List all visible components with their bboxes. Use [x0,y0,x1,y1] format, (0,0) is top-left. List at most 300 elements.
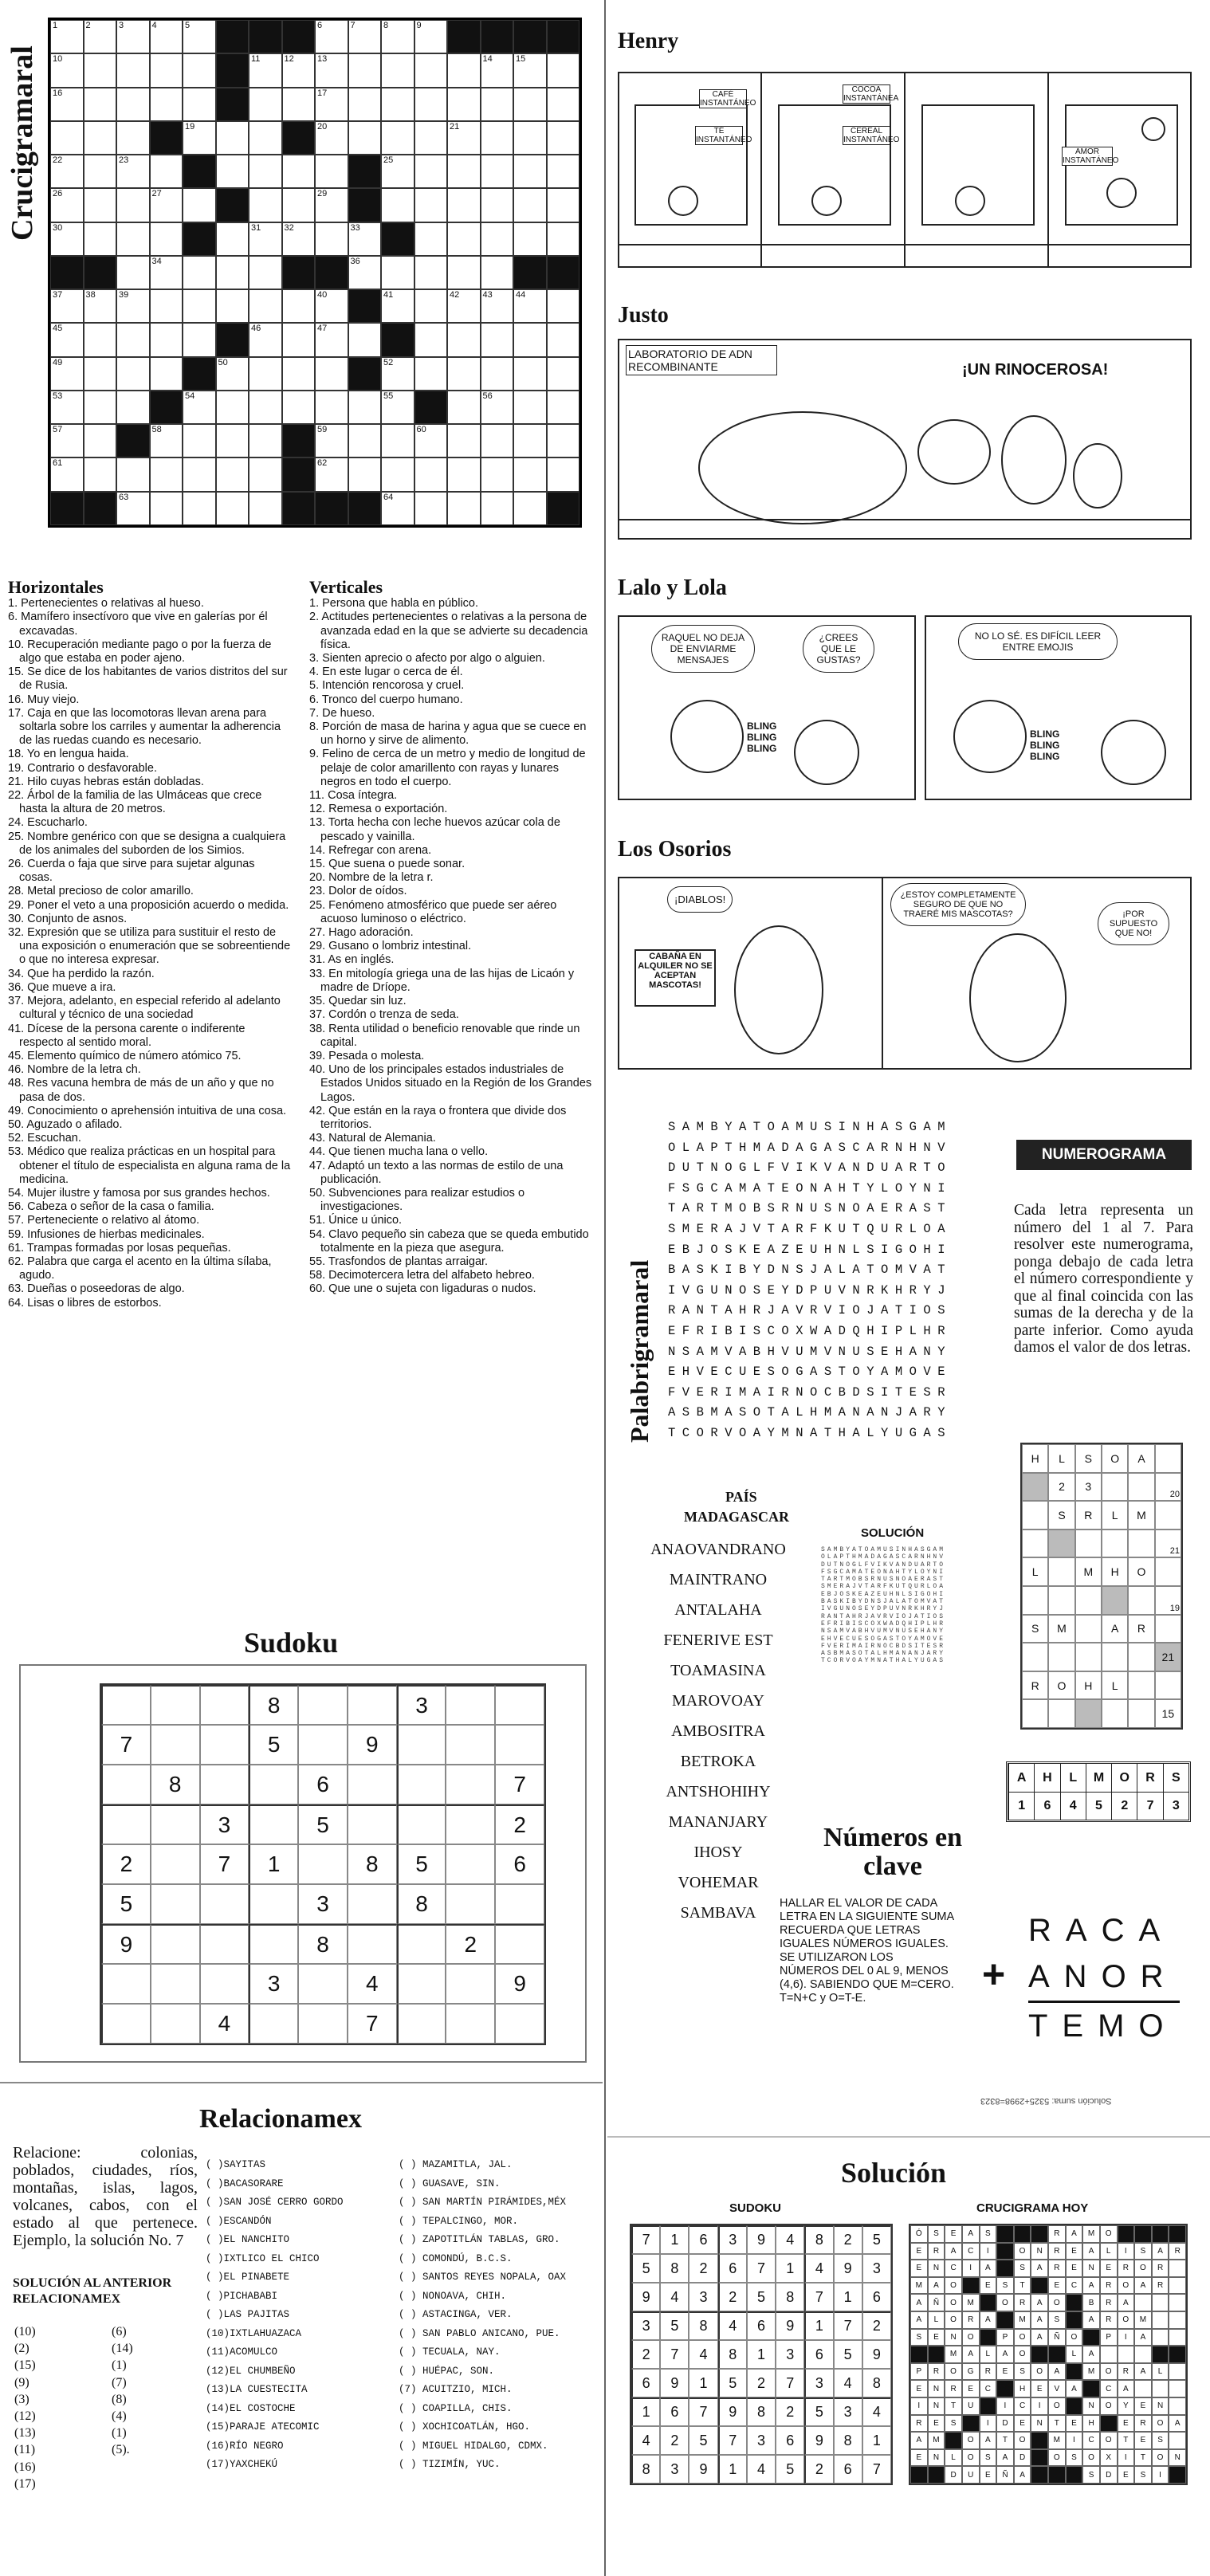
numerograma-cell[interactable]: H [1102,1557,1128,1586]
sudoku-cell[interactable] [151,1964,200,2004]
crossword-cell[interactable] [447,121,481,155]
numerograma-cell[interactable] [1048,1530,1074,1558]
crossword-cell[interactable] [348,256,382,289]
crossword-cell[interactable] [50,20,84,53]
crossword-cell[interactable] [513,457,547,491]
numerograma-cell[interactable] [1075,1615,1102,1643]
crossword-cell[interactable] [315,424,348,457]
crossword-cell[interactable] [348,323,382,356]
numerograma-cell[interactable]: M [1048,1615,1074,1643]
numerograma-cell[interactable] [1155,1501,1181,1530]
crossword-cell[interactable] [381,457,414,491]
crossword-cell[interactable] [481,188,514,222]
crossword-cell[interactable] [348,88,382,121]
sudoku-cell[interactable]: 9 [495,1964,544,2004]
crossword-cell[interactable] [50,391,84,424]
crossword-cell[interactable] [183,188,216,222]
numerograma-cell[interactable] [1048,1643,1074,1671]
numerograma-cell[interactable]: 20 [1155,1473,1181,1502]
numerograma-cell[interactable]: O [1048,1671,1074,1700]
crossword-cell[interactable] [315,53,348,87]
crossword-cell[interactable] [249,53,282,87]
crossword-cell[interactable] [315,323,348,356]
sudoku-cell[interactable] [200,1964,249,2004]
crossword-cell[interactable] [513,88,547,121]
key-number[interactable]: 2 [1111,1793,1137,1820]
numerograma-cell[interactable] [1022,1643,1048,1671]
crossword-cell[interactable] [183,323,216,356]
crossword-cell[interactable] [315,289,348,323]
key-number[interactable]: 7 [1137,1793,1162,1820]
sudoku-cell[interactable] [495,1725,544,1765]
crossword-cell[interactable] [447,424,481,457]
crossword-cell[interactable] [116,357,150,391]
sudoku-cell[interactable]: 6 [495,1844,544,1884]
crossword-cell[interactable] [216,256,249,289]
sudoku-cell[interactable]: 7 [200,1844,249,1884]
crossword-cell[interactable] [216,222,249,256]
crossword-cell[interactable] [513,121,547,155]
key-number[interactable]: 1 [1008,1793,1034,1820]
crossword-cell[interactable] [381,492,414,525]
crossword-cell[interactable] [50,424,84,457]
crossword-cell[interactable] [381,53,414,87]
crossword-cell[interactable] [282,357,316,391]
sudoku-cell[interactable] [397,1804,446,1844]
sudoku-cell[interactable]: 7 [348,2004,397,2044]
numerograma-cell[interactable] [1022,1586,1048,1615]
sudoku-cell[interactable] [446,1804,495,1844]
sudoku-cell[interactable] [397,1725,446,1765]
sudoku-cell[interactable] [200,1924,249,1964]
numerograma-cell[interactable] [1102,1473,1128,1502]
sudoku-cell[interactable] [101,1765,151,1804]
crossword-cell[interactable] [481,222,514,256]
crossword-cell[interactable] [150,256,183,289]
crossword-cell[interactable] [50,121,84,155]
crossword-cell[interactable] [414,88,448,121]
numerograma-cell[interactable]: 3 [1075,1473,1102,1502]
crossword-cell[interactable] [447,391,481,424]
crossword-cell[interactable] [315,188,348,222]
crossword-cell[interactable] [414,457,448,491]
crossword-cell[interactable] [84,457,117,491]
numerograma-cell[interactable]: M [1128,1501,1154,1530]
crossword-cell[interactable] [282,188,316,222]
crossword-cell[interactable] [414,121,448,155]
sudoku-cell[interactable]: 9 [101,1924,151,1964]
crossword-cell[interactable] [447,53,481,87]
crossword-cell[interactable] [216,121,249,155]
crossword-cell[interactable] [447,188,481,222]
crossword-cell[interactable] [315,121,348,155]
sudoku-cell[interactable] [200,1685,249,1725]
sudoku-cell[interactable]: 8 [249,1685,298,1725]
crossword-cell[interactable] [447,357,481,391]
crossword-cell[interactable] [249,457,282,491]
crossword-cell[interactable] [183,53,216,87]
crossword-cell[interactable] [50,357,84,391]
crossword-cell[interactable] [513,155,547,188]
sudoku-cell[interactable] [249,1924,298,1964]
sudoku-cell[interactable] [446,1964,495,2004]
crossword-cell[interactable] [547,457,580,491]
crossword-cell[interactable] [150,289,183,323]
crossword-cell[interactable] [381,424,414,457]
sudoku-cell[interactable] [101,2004,151,2044]
sudoku-cell[interactable] [348,1804,397,1844]
crossword-cell[interactable] [315,88,348,121]
crossword-cell[interactable] [50,155,84,188]
numerograma-cell[interactable] [1075,1586,1102,1615]
numerograma-cell[interactable]: 15 [1155,1699,1181,1728]
sudoku-cell[interactable] [446,1844,495,1884]
crossword-cell[interactable] [315,222,348,256]
sudoku-cell[interactable]: 2 [101,1844,151,1884]
numerograma-cell[interactable]: H [1022,1444,1048,1473]
numerograma-cell[interactable]: 19 [1155,1586,1181,1615]
crossword-cell[interactable] [183,121,216,155]
sudoku-cell[interactable] [151,1884,200,1924]
numerograma-cell[interactable] [1155,1615,1181,1643]
crossword-cell[interactable] [183,256,216,289]
crossword-cell[interactable] [249,88,282,121]
crossword-cell[interactable] [249,155,282,188]
numerograma-cell[interactable] [1128,1586,1154,1615]
crossword-cell[interactable] [481,121,514,155]
crossword-cell[interactable] [513,53,547,87]
crossword-cell[interactable] [84,222,117,256]
numerograma-cell[interactable]: 2 [1048,1473,1074,1502]
sudoku-cell[interactable] [495,2004,544,2044]
key-number[interactable]: 5 [1086,1793,1111,1820]
sudoku-cell[interactable] [101,1685,151,1725]
crossword-cell[interactable] [547,391,580,424]
sudoku-cell[interactable] [298,1844,348,1884]
sudoku-cell[interactable]: 4 [200,2004,249,2044]
crossword-cell[interactable] [183,492,216,525]
crossword-cell[interactable] [249,289,282,323]
crossword-cell[interactable] [381,391,414,424]
sudoku-cell[interactable] [446,1685,495,1725]
sudoku-cell[interactable]: 8 [298,1924,348,1964]
sudoku-cell[interactable]: 5 [298,1804,348,1844]
crossword-cell[interactable] [513,222,547,256]
crossword-cell[interactable] [249,222,282,256]
sudoku-cell[interactable]: 8 [348,1844,397,1884]
sudoku-cell[interactable]: 8 [151,1765,200,1804]
sudoku-cell[interactable] [151,1725,200,1765]
numerograma-cell[interactable]: L [1102,1501,1128,1530]
sudoku-cell[interactable]: 3 [249,1964,298,2004]
crossword-cell[interactable] [513,357,547,391]
crossword-cell[interactable] [50,53,84,87]
crossword-cell[interactable] [150,20,183,53]
numerograma-cell[interactable] [1048,1699,1074,1728]
crossword-cell[interactable] [414,323,448,356]
sudoku-cell[interactable] [249,1884,298,1924]
sudoku-cell[interactable]: 1 [249,1844,298,1884]
crossword-cell[interactable] [447,222,481,256]
crossword-cell[interactable] [381,155,414,188]
sudoku-cell[interactable] [446,1765,495,1804]
numerograma-cell[interactable]: S [1075,1444,1102,1473]
crossword-cell[interactable] [513,391,547,424]
crossword-cell[interactable] [481,391,514,424]
crossword-cell[interactable] [216,155,249,188]
sudoku-cell[interactable] [249,1804,298,1844]
sudoku-cell[interactable] [101,1964,151,2004]
crossword-cell[interactable] [447,88,481,121]
crossword-cell[interactable] [381,256,414,289]
sudoku-cell[interactable]: 8 [397,1884,446,1924]
crossword-cell[interactable] [513,323,547,356]
crossword-cell[interactable] [481,53,514,87]
numerograma-cell[interactable]: S [1022,1615,1048,1643]
crossword-cell[interactable] [150,492,183,525]
crossword-cell[interactable] [381,188,414,222]
crossword-cell[interactable] [547,424,580,457]
key-number[interactable]: 4 [1060,1793,1086,1820]
crossword-cell[interactable] [414,53,448,87]
crossword-cell[interactable] [183,391,216,424]
wordsearch-grid[interactable] [668,1117,952,1444]
crossword-cell[interactable] [116,391,150,424]
crossword-cell[interactable] [216,289,249,323]
sudoku-cell[interactable] [249,1765,298,1804]
crossword-cell[interactable] [414,357,448,391]
numerograma-cell[interactable] [1155,1444,1181,1473]
crossword-cell[interactable] [150,357,183,391]
crossword-cell[interactable] [381,88,414,121]
sudoku-cell[interactable] [151,1844,200,1884]
sudoku-cell[interactable] [298,1685,348,1725]
crossword-cell[interactable] [84,188,117,222]
sudoku-cell[interactable] [200,1725,249,1765]
crossword-cell[interactable] [414,20,448,53]
crossword-cell[interactable] [447,323,481,356]
crossword-cell[interactable] [84,424,117,457]
sudoku-cell[interactable] [298,2004,348,2044]
crossword-cell[interactable] [116,53,150,87]
numerograma-cell[interactable] [1128,1699,1154,1728]
numerograma-cell[interactable] [1155,1671,1181,1700]
numerograma-cell[interactable]: R [1128,1615,1154,1643]
crossword-cell[interactable] [513,188,547,222]
sudoku-cell[interactable] [495,1924,544,1964]
crossword-cell[interactable] [513,424,547,457]
crossword-cell[interactable] [249,391,282,424]
sudoku-cell[interactable] [446,2004,495,2044]
crossword-cell[interactable] [315,391,348,424]
sudoku-cell[interactable]: 3 [200,1804,249,1844]
sudoku-cell[interactable] [200,1765,249,1804]
sudoku-cell[interactable]: 9 [348,1725,397,1765]
sudoku-cell[interactable] [101,1804,151,1844]
sudoku-cell[interactable] [397,1964,446,2004]
numerograma-cell[interactable] [1155,1557,1181,1586]
crossword-cell[interactable] [216,357,249,391]
numerograma-cell[interactable] [1128,1473,1154,1502]
crossword-cell[interactable] [481,357,514,391]
numerograma-cell[interactable] [1075,1699,1102,1728]
crossword-cell[interactable] [50,457,84,491]
numerograma-cell[interactable] [1022,1473,1048,1502]
key-number[interactable]: 3 [1163,1793,1188,1820]
numerograma-cell[interactable]: 21 [1155,1643,1181,1671]
crossword-cell[interactable] [481,323,514,356]
sudoku-cell[interactable] [298,1964,348,2004]
crossword-cell[interactable] [414,256,448,289]
sudoku-cell[interactable]: 3 [397,1685,446,1725]
sudoku-cell[interactable] [397,2004,446,2044]
crossword-cell[interactable] [381,289,414,323]
crossword-cell[interactable] [481,424,514,457]
numerograma-cell[interactable] [1128,1671,1154,1700]
crossword-cell[interactable] [547,323,580,356]
crossword-cell[interactable] [116,222,150,256]
crossword-cell[interactable] [547,222,580,256]
crossword-cell[interactable] [50,289,84,323]
crossword-cell[interactable] [116,188,150,222]
crossword-cell[interactable] [547,357,580,391]
crossword-cell[interactable] [150,88,183,121]
crossword-cell[interactable] [183,20,216,53]
sudoku-cell[interactable] [446,1725,495,1765]
crossword-cell[interactable] [84,357,117,391]
numerograma-cell[interactable]: 21 [1155,1530,1181,1558]
sudoku-cell[interactable] [298,1725,348,1765]
crossword-cell[interactable] [513,492,547,525]
crossword-cell[interactable] [481,155,514,188]
crossword-cell[interactable] [116,289,150,323]
crossword-cell[interactable] [547,53,580,87]
crossword-cell[interactable] [116,492,150,525]
sudoku-cell[interactable] [348,1685,397,1725]
crossword-cell[interactable] [116,323,150,356]
crossword-cell[interactable] [116,121,150,155]
crossword-cell[interactable] [447,457,481,491]
crossword-cell[interactable] [183,289,216,323]
crossword-cell[interactable] [249,256,282,289]
sudoku-cell[interactable]: 7 [495,1765,544,1804]
crossword-cell[interactable] [481,256,514,289]
crossword-cell[interactable] [183,457,216,491]
crossword-cell[interactable] [50,323,84,356]
crossword-cell[interactable] [116,155,150,188]
crossword-cell[interactable] [282,289,316,323]
crossword-cell[interactable] [481,88,514,121]
crossword-cell[interactable] [50,88,84,121]
crossword-cell[interactable] [547,188,580,222]
crossword-cell[interactable] [414,424,448,457]
crossword-cell[interactable] [249,323,282,356]
crossword-cell[interactable] [84,391,117,424]
crossword-cell[interactable] [348,53,382,87]
crossword-cell[interactable] [547,121,580,155]
crossword-cell[interactable] [414,492,448,525]
crossword-cell[interactable] [116,88,150,121]
crossword-cell[interactable] [249,492,282,525]
crossword-cell[interactable] [481,492,514,525]
crossword-cell[interactable] [348,121,382,155]
key-number[interactable]: 6 [1034,1793,1059,1820]
sudoku-cell[interactable] [348,1884,397,1924]
sudoku-cell[interactable] [151,1924,200,1964]
numerograma-cell[interactable] [1102,1699,1128,1728]
crossword-cell[interactable] [348,457,382,491]
numerograma-cell[interactable]: L [1022,1557,1048,1586]
crossword-cell[interactable] [315,457,348,491]
sudoku-cell[interactable] [397,1765,446,1804]
crossword-cell[interactable] [84,53,117,87]
crossword-cell[interactable] [348,20,382,53]
numerograma-cell[interactable] [1075,1530,1102,1558]
crossword-cell[interactable] [481,289,514,323]
crossword-cell[interactable] [447,492,481,525]
numerograma-cell[interactable]: S [1048,1501,1074,1530]
crossword-cell[interactable] [282,222,316,256]
crossword-cell[interactable] [84,20,117,53]
crossword-cell[interactable] [84,155,117,188]
crossword-cell[interactable] [150,155,183,188]
crossword-cell[interactable] [348,222,382,256]
crossword-cell[interactable] [547,289,580,323]
numerograma-cell[interactable] [1102,1643,1128,1671]
crossword-cell[interactable] [414,289,448,323]
crossword-cell[interactable] [414,188,448,222]
numerograma-cell[interactable] [1102,1586,1128,1615]
crossword-cell[interactable] [348,424,382,457]
crossword-cell[interactable] [216,457,249,491]
numerograma-cell[interactable]: H [1075,1671,1102,1700]
crossword-cell[interactable] [216,391,249,424]
crossword-cell[interactable] [282,155,316,188]
numerograma-cell[interactable] [1048,1557,1074,1586]
numerograma-cell[interactable] [1102,1530,1128,1558]
crossword-cell[interactable] [216,424,249,457]
crossword-grid[interactable] [48,18,582,528]
crossword-cell[interactable] [116,457,150,491]
crossword-cell[interactable] [150,188,183,222]
sudoku-cell[interactable]: 5 [249,1725,298,1765]
crossword-cell[interactable] [50,222,84,256]
crossword-cell[interactable] [481,457,514,491]
crossword-cell[interactable] [50,188,84,222]
crossword-cell[interactable] [84,121,117,155]
crossword-cell[interactable] [282,323,316,356]
sudoku-cell[interactable]: 2 [446,1924,495,1964]
sudoku-cell[interactable] [249,2004,298,2044]
crossword-cell[interactable] [84,323,117,356]
crossword-cell[interactable] [414,222,448,256]
crossword-cell[interactable] [513,289,547,323]
crossword-cell[interactable] [216,492,249,525]
crossword-cell[interactable] [315,357,348,391]
crossword-cell[interactable] [282,53,316,87]
crossword-cell[interactable] [381,121,414,155]
numerograma-cell[interactable]: L [1048,1444,1074,1473]
sudoku-cell[interactable]: 5 [101,1884,151,1924]
crossword-cell[interactable] [183,88,216,121]
crossword-cell[interactable] [447,256,481,289]
sudoku-cell[interactable] [495,1685,544,1725]
crossword-cell[interactable] [249,121,282,155]
crossword-cell[interactable] [150,222,183,256]
crossword-cell[interactable] [381,20,414,53]
sudoku-cell[interactable]: 4 [348,1964,397,2004]
numerograma-cell[interactable]: L [1102,1671,1128,1700]
